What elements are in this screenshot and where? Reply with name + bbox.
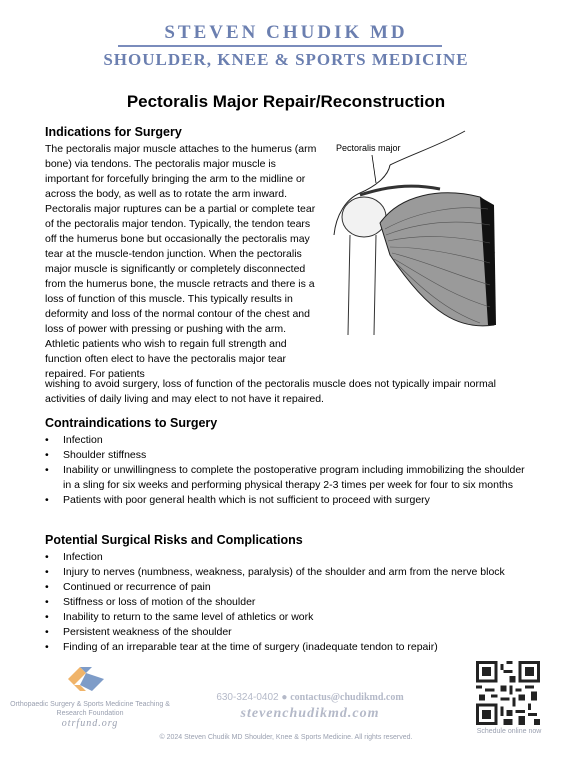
list-item: • Infection <box>45 550 525 565</box>
foundation-logo <box>68 665 104 693</box>
list-item: • Finding of an irreparable tear at the time of surgery (inadequate tendon to repair) <box>45 640 525 655</box>
list-item: • Inability to return to the same level of athletics or work <box>45 610 525 625</box>
website-link[interactable]: stevenchudikmd.com <box>240 706 380 721</box>
qr-code[interactable] <box>476 661 540 725</box>
indications-paragraph: The pectoralis major muscle attaches to the humerus (arm bone) via tendons. The pectoralis major muscle is important for forcefully bringing the arm to the midline or across the body, as well as to rotate the arm inward. Pectoralis major ruptures can be a partial or complete tear of the pectoralis major tendon. Typically, the tendon tears off the humerus bone but occasionally the pectoralis may tear at the muscle-tendon junction. When the pectoralis major muscle is significantly or completely disconnected from the humerus bone, the muscle retracts and there is a loss of function of this muscle. This typically results in deformity and loss of the normal contour of the chest and loss of power with pressing or pushing with the arm. Athletic patients who wish to regain full strength and function often elect to have the pectoralis major tear repaired. For patients <box>45 143 317 380</box>
risks-list <box>45 550 525 655</box>
figure-label: Pectoralis major <box>336 143 401 153</box>
foundation-name: Orthopaedic Surgery & Sports Medicine Teaching & Research Foundation <box>10 701 170 717</box>
list-item: • Persistent weakness of the shoulder <box>45 625 525 640</box>
risks-heading: Potential Surgical Risks and Complications <box>45 533 303 547</box>
phone-number[interactable]: 630-324-0402 <box>216 692 279 703</box>
list-item: • Shoulder stiffness <box>45 448 525 463</box>
copyright: © 2024 Steven Chudik MD Shoulder, Knee & Sports Medicine. All rights reserved. <box>159 734 413 741</box>
list-item: • Injury to nerves (numbness, weakness, paralysis) of the shoulder and arm from the nerve block <box>45 565 525 580</box>
list-item: • Patients with poor general health which is not sufficient to proceed with surgery <box>45 493 525 508</box>
list-item: • Infection <box>45 433 525 448</box>
practice-name: STEVEN CHUDIK MD <box>164 22 408 43</box>
practice-subtitle: SHOULDER, KNEE & SPORTS MEDICINE <box>103 50 469 69</box>
contraindications-list <box>45 433 525 508</box>
contact-line <box>190 692 430 703</box>
pectoralis-major-illustration <box>330 125 500 335</box>
indications-paragraph-continued: wishing to avoid surgery, loss of function of the pectoralis muscle does not typically impair normal activities of daily living and may elect to not have it repaired. <box>45 378 496 405</box>
indications-heading: Indications for Surgery <box>45 125 182 139</box>
list-item: • Inability or unwillingness to complete the postoperative program including immobilizing the shoulder in a sling for six weeks and performing physical therapy 2-3 times per week for four to six months <box>45 463 525 493</box>
list-item: • Stiffness or loss of motion of the shoulder <box>45 595 525 610</box>
separator-dot: ● <box>281 692 288 703</box>
contraindications-heading: Contraindications to Surgery <box>45 416 218 430</box>
qr-caption: Schedule online now <box>476 728 542 735</box>
page-title: Pectoralis Major Repair/Reconstruction <box>126 92 446 111</box>
foundation-site[interactable]: otrfund.org <box>61 718 119 729</box>
email-link[interactable]: contactus@chudikmd.com <box>290 692 404 703</box>
list-item: • Continued or recurrence of pain <box>45 580 525 595</box>
header-divider <box>118 45 442 47</box>
